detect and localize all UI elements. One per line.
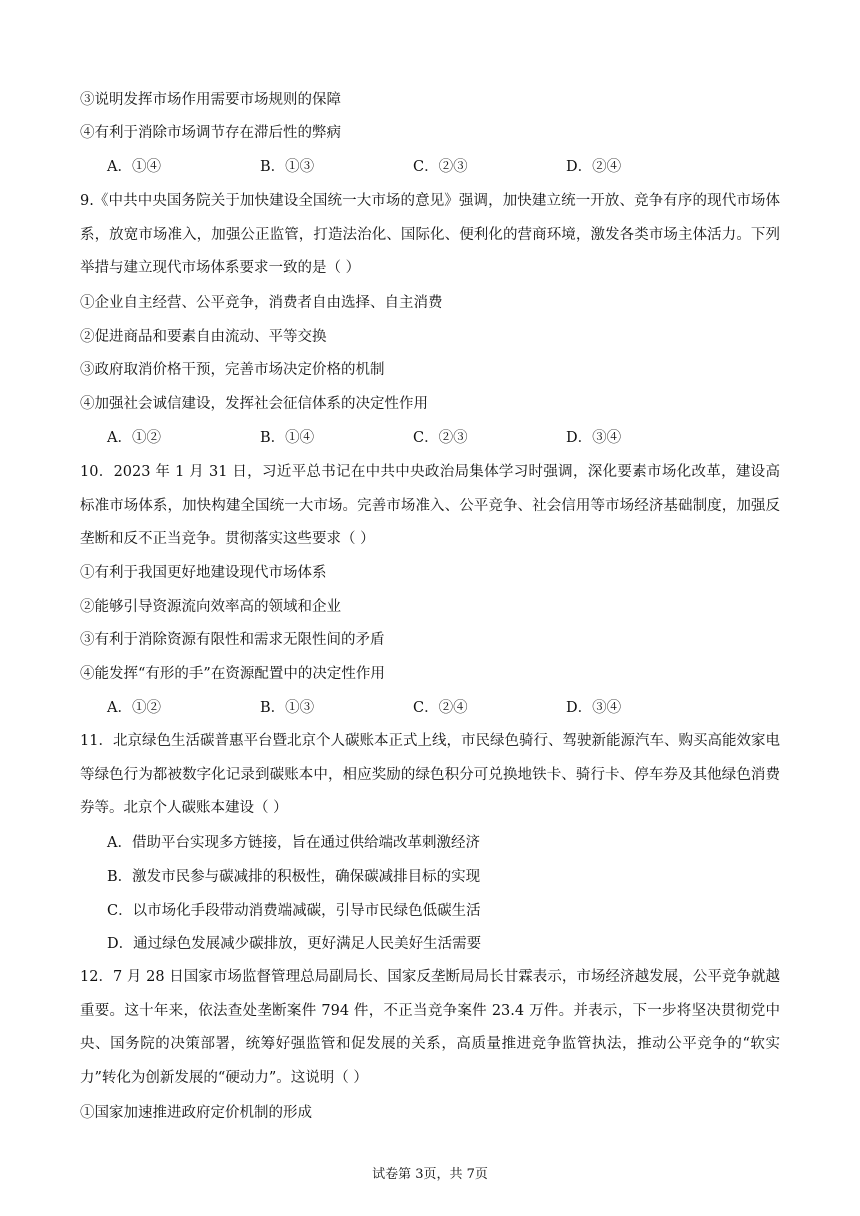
q12-option-1: ①国家加速推进政府定价机制的形成	[80, 1105, 312, 1121]
q9-choice-b: B．①④	[260, 430, 315, 446]
q8-choice-b: B．①③	[260, 159, 315, 175]
page-footer: 试卷第 3页，共 7页	[372, 1167, 488, 1182]
q8-choice-a: A．①④	[107, 159, 161, 175]
q9-option-3: ③政府取消价格干预，完善市场决定价格的机制	[80, 362, 385, 378]
q10-choice-d: D．③④	[566, 700, 622, 716]
q9-choice-d: D．③④	[566, 430, 622, 446]
q9-option-1: ①企业自主经营、公平竞争，消费者自由选择、自主消费	[80, 295, 443, 311]
q11-stem: 11．北京绿色生活碳普惠平台暨北京个人碳账本正式上线，市民绿色骑行、驾驶新能源汽车、购买高能效家电等绿色行为都被数字化记录到碳账本中，相应奖励的绿色积分可兑换地铁卡、骑行卡、停车券及其他绿色消费券等。北京个人碳账本建设（ ）	[80, 733, 780, 816]
q10-choice-a: A．①②	[107, 700, 161, 716]
q8-choices	[107, 157, 719, 177]
q8-option-4: ④有利于消除市场调节存在滞后性的弊病	[80, 125, 341, 141]
q11-option-a: A．借助平台实现多方链接，旨在通过供给端改革刺激经济	[107, 835, 480, 851]
q9-choice-c: C．②③	[413, 430, 468, 446]
q10-option-3: ③有利于消除资源有限性和需求无限性间的矛盾	[80, 632, 385, 648]
q10-option-1: ①有利于我国更好地建设现代市场体系	[80, 565, 327, 581]
q8-choice-d: D．②④	[566, 159, 622, 175]
q10-option-2: ②能够引导资源流向效率高的领域和企业	[80, 599, 341, 615]
q8-option-3: ③说明发挥市场作用需要市场规则的保障	[80, 92, 341, 108]
q9-option-2: ②促进商品和要素自由流动、平等交换	[80, 329, 327, 345]
q10-choice-b: B．①③	[260, 700, 315, 716]
q11-option-d: D．通过绿色发展减少碳排放，更好满足人民美好生活需要	[107, 936, 482, 952]
q10-choice-c: C．②④	[413, 700, 468, 716]
q10-choices	[107, 698, 719, 718]
q9-option-4: ④加强社会诚信建设，发挥社会征信体系的决定性作用	[80, 396, 428, 412]
q11-option-c: C．以市场化手段带动消费端减碳，引导市民绿色低碳生活	[107, 903, 481, 919]
q9-choices	[107, 428, 719, 448]
q8-choice-c: C．②③	[413, 159, 468, 175]
q11-option-b: B．激发市民参与碳减排的积极性，确保碳减排目标的实现	[107, 869, 481, 885]
q12-stem: 12．7 月 28 日国家市场监督管理总局副局长、国家反垄断局局长甘霖表示，市场经济越发展，公平竞争就越重要。这十年来，依法查处垄断案件 794 件，不正当竞争案件 23.4 万件。并表示，下一步将坚决贯彻党中央、国务院的决策部署，统筹好强监管和促发展的关系，高质量推进竞争监管执法，推动公平竞争的“软实力”转化为创新发展的“硬动力”。这说明（ ）	[80, 969, 780, 1086]
q10-option-4: ④能发挥“有形的手”在资源配置中的决定性作用	[80, 666, 385, 682]
q9-choice-a: A．①②	[107, 430, 161, 446]
q9-stem: 9.《中共中央国务院关于加快建设全国统一大市场的意见》强调，加快建立统一开放、竞争有序的现代市场体系，放宽市场准入，加强公正监管，打造法治化、国际化、便利化的营商环境，激发各类市场主体活力。下列举措与建立现代市场体系要求一致的是（ ）	[80, 193, 780, 276]
q10-stem: 10．2023 年 1 月 31 日，习近平总书记在中共中央政治局集体学习时强调，深化要素市场化改革，建设高标准市场体系，加快构建全国统一大市场。完善市场准入、公平竞争、社会信用等市场经济基础制度，加强反垄断和反不正当竞争。贯彻落实这些要求（ ）	[80, 464, 780, 547]
